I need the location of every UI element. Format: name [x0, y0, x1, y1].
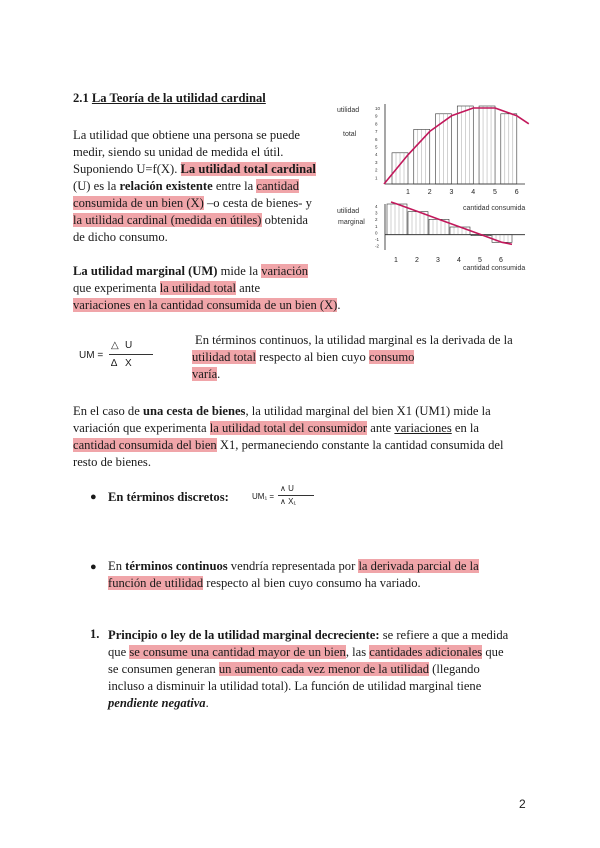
text-line: consumida de un bien (X) –o cesta de bienes- y: [73, 196, 312, 210]
y-tick-label: 1: [375, 175, 378, 181]
bar: [492, 235, 512, 243]
text-line: En el caso de una cesta de bienes, la utilidad marginal del bien X1 (UM1) mide la: [73, 404, 491, 418]
page-number: 2: [519, 797, 526, 811]
bottom-y-label-1: utilidad: [337, 208, 360, 215]
top-x-title: cantidad consumida: [463, 205, 526, 212]
x-tick-label: 1: [394, 257, 398, 264]
bullet-marker: ●: [90, 561, 97, 573]
formula-numerator: U: [125, 340, 133, 351]
text-line: medir, siendo su unidad de medida el útil.: [73, 145, 284, 159]
y-tick-label: -1: [375, 237, 380, 242]
y-tick-label: -2: [375, 243, 380, 249]
bullet-marker: ●: [90, 491, 97, 503]
text-line: la utilidad cardinal (medida en útiles) obtenida: [73, 213, 309, 227]
total-utility-curve: [384, 108, 529, 184]
text-line: que se consume una cantidad mayor de un bien, las cantidades adicionales que: [108, 645, 504, 659]
x-tick-label: 6: [514, 189, 519, 196]
text-line: En términos continuos vendría representada por la derivada parcial de la: [108, 559, 479, 573]
x-tick-label: 3: [436, 257, 440, 264]
text-line: pendiente negativa.: [108, 696, 209, 710]
formula-numerator: ∧ U: [280, 484, 294, 493]
text-line: de dicho consumo.: [73, 230, 168, 244]
fraction-bar: [278, 495, 314, 496]
text-line: La utilidad marginal (UM) mide la variación: [73, 264, 309, 278]
x-tick-label: 5: [478, 257, 482, 264]
bar: [450, 227, 470, 235]
text-line: (U) es la relación existente entre la cantidad: [73, 179, 300, 193]
y-tick-label: 3: [375, 210, 378, 216]
formula-denominator: X: [125, 358, 132, 369]
text-line: resto de bienes.: [73, 455, 151, 469]
y-tick-label: 2: [375, 217, 378, 223]
y-tick-label: 0: [375, 230, 378, 236]
y-tick-label: 3: [375, 159, 378, 165]
text-line: cantidad consumida del bien X1, permaneciendo constante la cantidad consumida del: [73, 438, 504, 452]
x-tick-label: 1: [406, 189, 410, 196]
text-line: En términos continuos, la utilidad marginal es la derivada de la: [195, 333, 513, 347]
x-tick-label: 2: [415, 257, 419, 264]
discrete-formula: [252, 484, 322, 510]
text-line: incluso a disminuir la utilidad total). La función de utilidad marginal tiene: [108, 679, 482, 693]
text-line: que experimenta la utilidad total ante: [73, 281, 261, 295]
bar: [408, 212, 428, 235]
bottom-x-title: cantidad consumida: [463, 265, 526, 272]
delta-symbol: ∆: [111, 358, 118, 369]
text-line: varía.: [192, 367, 221, 381]
y-tick-label: 10: [375, 106, 381, 111]
x-tick-label: 5: [493, 189, 497, 196]
text-line: Principio o ley de la utilidad marginal decreciente: se refiere a que a medida: [108, 628, 509, 642]
total-utility-chart: [375, 104, 529, 196]
formula-lhs: UM =: [79, 350, 104, 361]
text-line: función de utilidad respecto al bien cuyo consumo ha variado.: [108, 576, 421, 590]
section-title: La Teoría de la utilidad cardinal: [91, 91, 266, 105]
y-tick-label: 5: [375, 144, 378, 150]
top-y-label-2: total: [343, 131, 357, 138]
formula-lhs: UM₁ =: [252, 492, 275, 501]
x-tick-label: 4: [471, 189, 476, 196]
y-tick-label: 6: [375, 136, 378, 142]
text-line: La utilidad que obtiene una persona se puede: [73, 128, 300, 142]
text-line: utilidad total respecto al bien cuyo consumo: [192, 350, 415, 364]
text-line: se consumen generan un aumento cada vez menor de la utilidad (llegando: [108, 662, 480, 676]
y-tick-label: 2: [375, 167, 378, 173]
formula-denominator: ∧ X₁: [280, 497, 297, 506]
fraction-bar: [109, 354, 153, 355]
section-heading: [73, 90, 266, 107]
marginal-utility-formula: [79, 340, 169, 374]
text-line: variaciones en la cantidad consumida de un bien (X).: [73, 298, 341, 312]
x-tick-label: 6: [499, 257, 503, 264]
y-tick-label: 4: [375, 204, 378, 209]
x-tick-label: 4: [457, 257, 461, 264]
x-tick-label: 3: [449, 189, 454, 196]
x-tick-label: 2: [427, 189, 432, 196]
section-number: 2.1: [73, 91, 89, 105]
y-tick-label: 8: [375, 121, 378, 127]
text-line: variación que experimenta la utilidad total del consumidor ante variaciones en la: [73, 421, 480, 435]
top-y-label-1: utilidad: [337, 107, 360, 114]
y-tick-label: 4: [375, 152, 378, 158]
delta-symbol: △: [111, 340, 119, 351]
bullet-discrete-text: En términos discretos:: [108, 490, 229, 504]
bar: [387, 204, 407, 235]
bottom-y-label-2: marginal: [338, 219, 365, 226]
y-tick-label: 7: [375, 129, 378, 135]
y-tick-label: 1: [375, 223, 378, 229]
text-line: Suponiendo U=f(X). La utilidad total cardinal: [73, 162, 316, 176]
y-tick-label: 9: [375, 113, 378, 119]
utility-figure: [335, 102, 535, 280]
list-number: 1.: [90, 627, 100, 641]
